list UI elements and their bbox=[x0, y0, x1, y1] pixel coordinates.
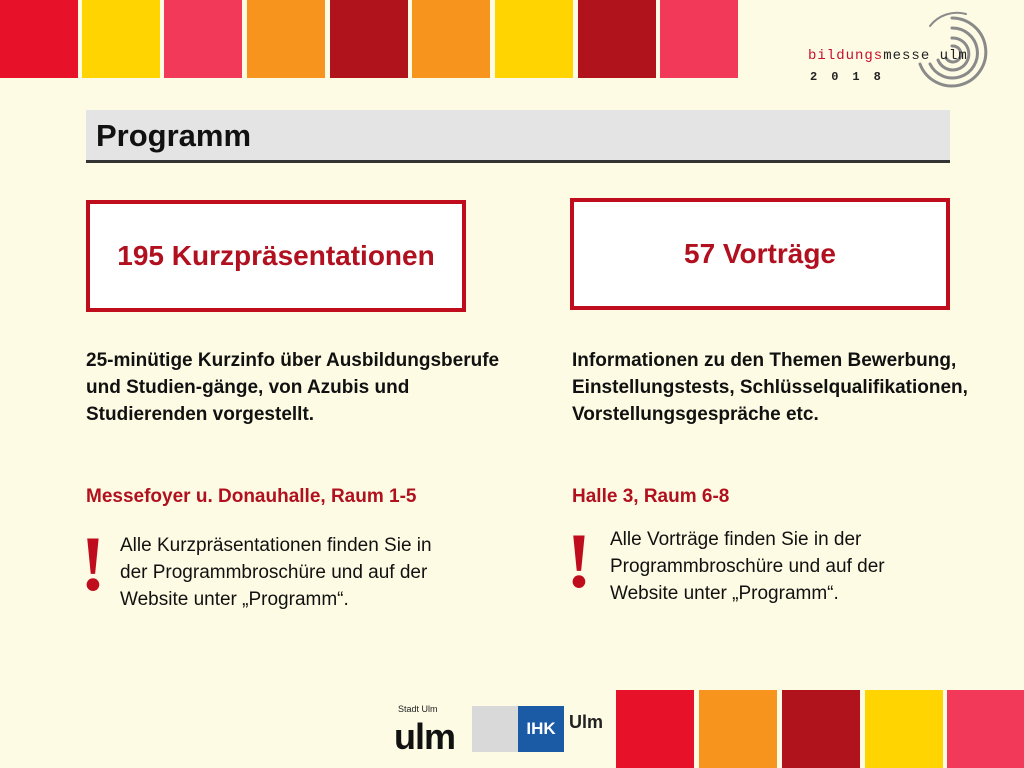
color-square bbox=[330, 0, 408, 78]
color-square bbox=[495, 0, 573, 78]
color-square bbox=[247, 0, 325, 78]
exclamation-icon: ! bbox=[566, 517, 592, 604]
ihk-ulm-logo bbox=[472, 706, 612, 752]
color-square bbox=[782, 690, 860, 768]
ihk-city: Ulm bbox=[569, 712, 604, 732]
color-square bbox=[616, 690, 694, 768]
title-bar bbox=[86, 110, 950, 163]
color-square bbox=[0, 0, 78, 78]
color-square bbox=[164, 0, 242, 78]
vortraege-description: Informationen zu den Themen Bewerbung, Einstellungstests, Schlüsselqualifikationen, Vorstellungsgespräche etc. bbox=[572, 350, 968, 425]
vortraege-note: Alle Vorträge finden Sie in der Programmbroschüre und auf der Website unter „Programm“. bbox=[610, 529, 885, 604]
ihk-gray-block bbox=[472, 706, 518, 752]
color-square bbox=[947, 690, 1024, 768]
color-square bbox=[82, 0, 160, 78]
exclamation-icon: ! bbox=[80, 520, 106, 607]
page-title: Programm bbox=[96, 118, 252, 153]
bildungsmesse-logo bbox=[808, 8, 998, 98]
ihk-label: IHK bbox=[518, 706, 564, 752]
kurzpraesentationen-description: 25-minütige Kurzinfo über Ausbildungsberufe und Studien-gänge, von Azubis und Studierenden vorgestellt. bbox=[86, 350, 500, 425]
color-square bbox=[699, 690, 777, 768]
kurzpraesentationen-box: 195 Kurzpräsentationen bbox=[86, 200, 466, 312]
logo-year: 2018 bbox=[810, 70, 895, 84]
vortraege-location: Halle 3, Raum 6-8 bbox=[572, 486, 730, 507]
color-square bbox=[578, 0, 656, 78]
color-square bbox=[412, 0, 490, 78]
kurzpraesentationen-location: Messefoyer u. Donauhalle, Raum 1-5 bbox=[86, 486, 417, 507]
kurzpraesentationen-note: Alle Kurzpräsentationen finden Sie in der Programmbroschüre und auf der Website unter „Programm“. bbox=[120, 535, 432, 610]
stadt-ulm-wordmark: ulm bbox=[394, 716, 456, 757]
logo-brand: bildungsmesse ulm bbox=[808, 48, 968, 64]
vortraege-box: 57 Vorträge bbox=[570, 198, 950, 310]
color-square bbox=[660, 0, 738, 78]
color-square bbox=[865, 690, 943, 768]
stadt-ulm-small-label: Stadt Ulm bbox=[398, 704, 438, 714]
